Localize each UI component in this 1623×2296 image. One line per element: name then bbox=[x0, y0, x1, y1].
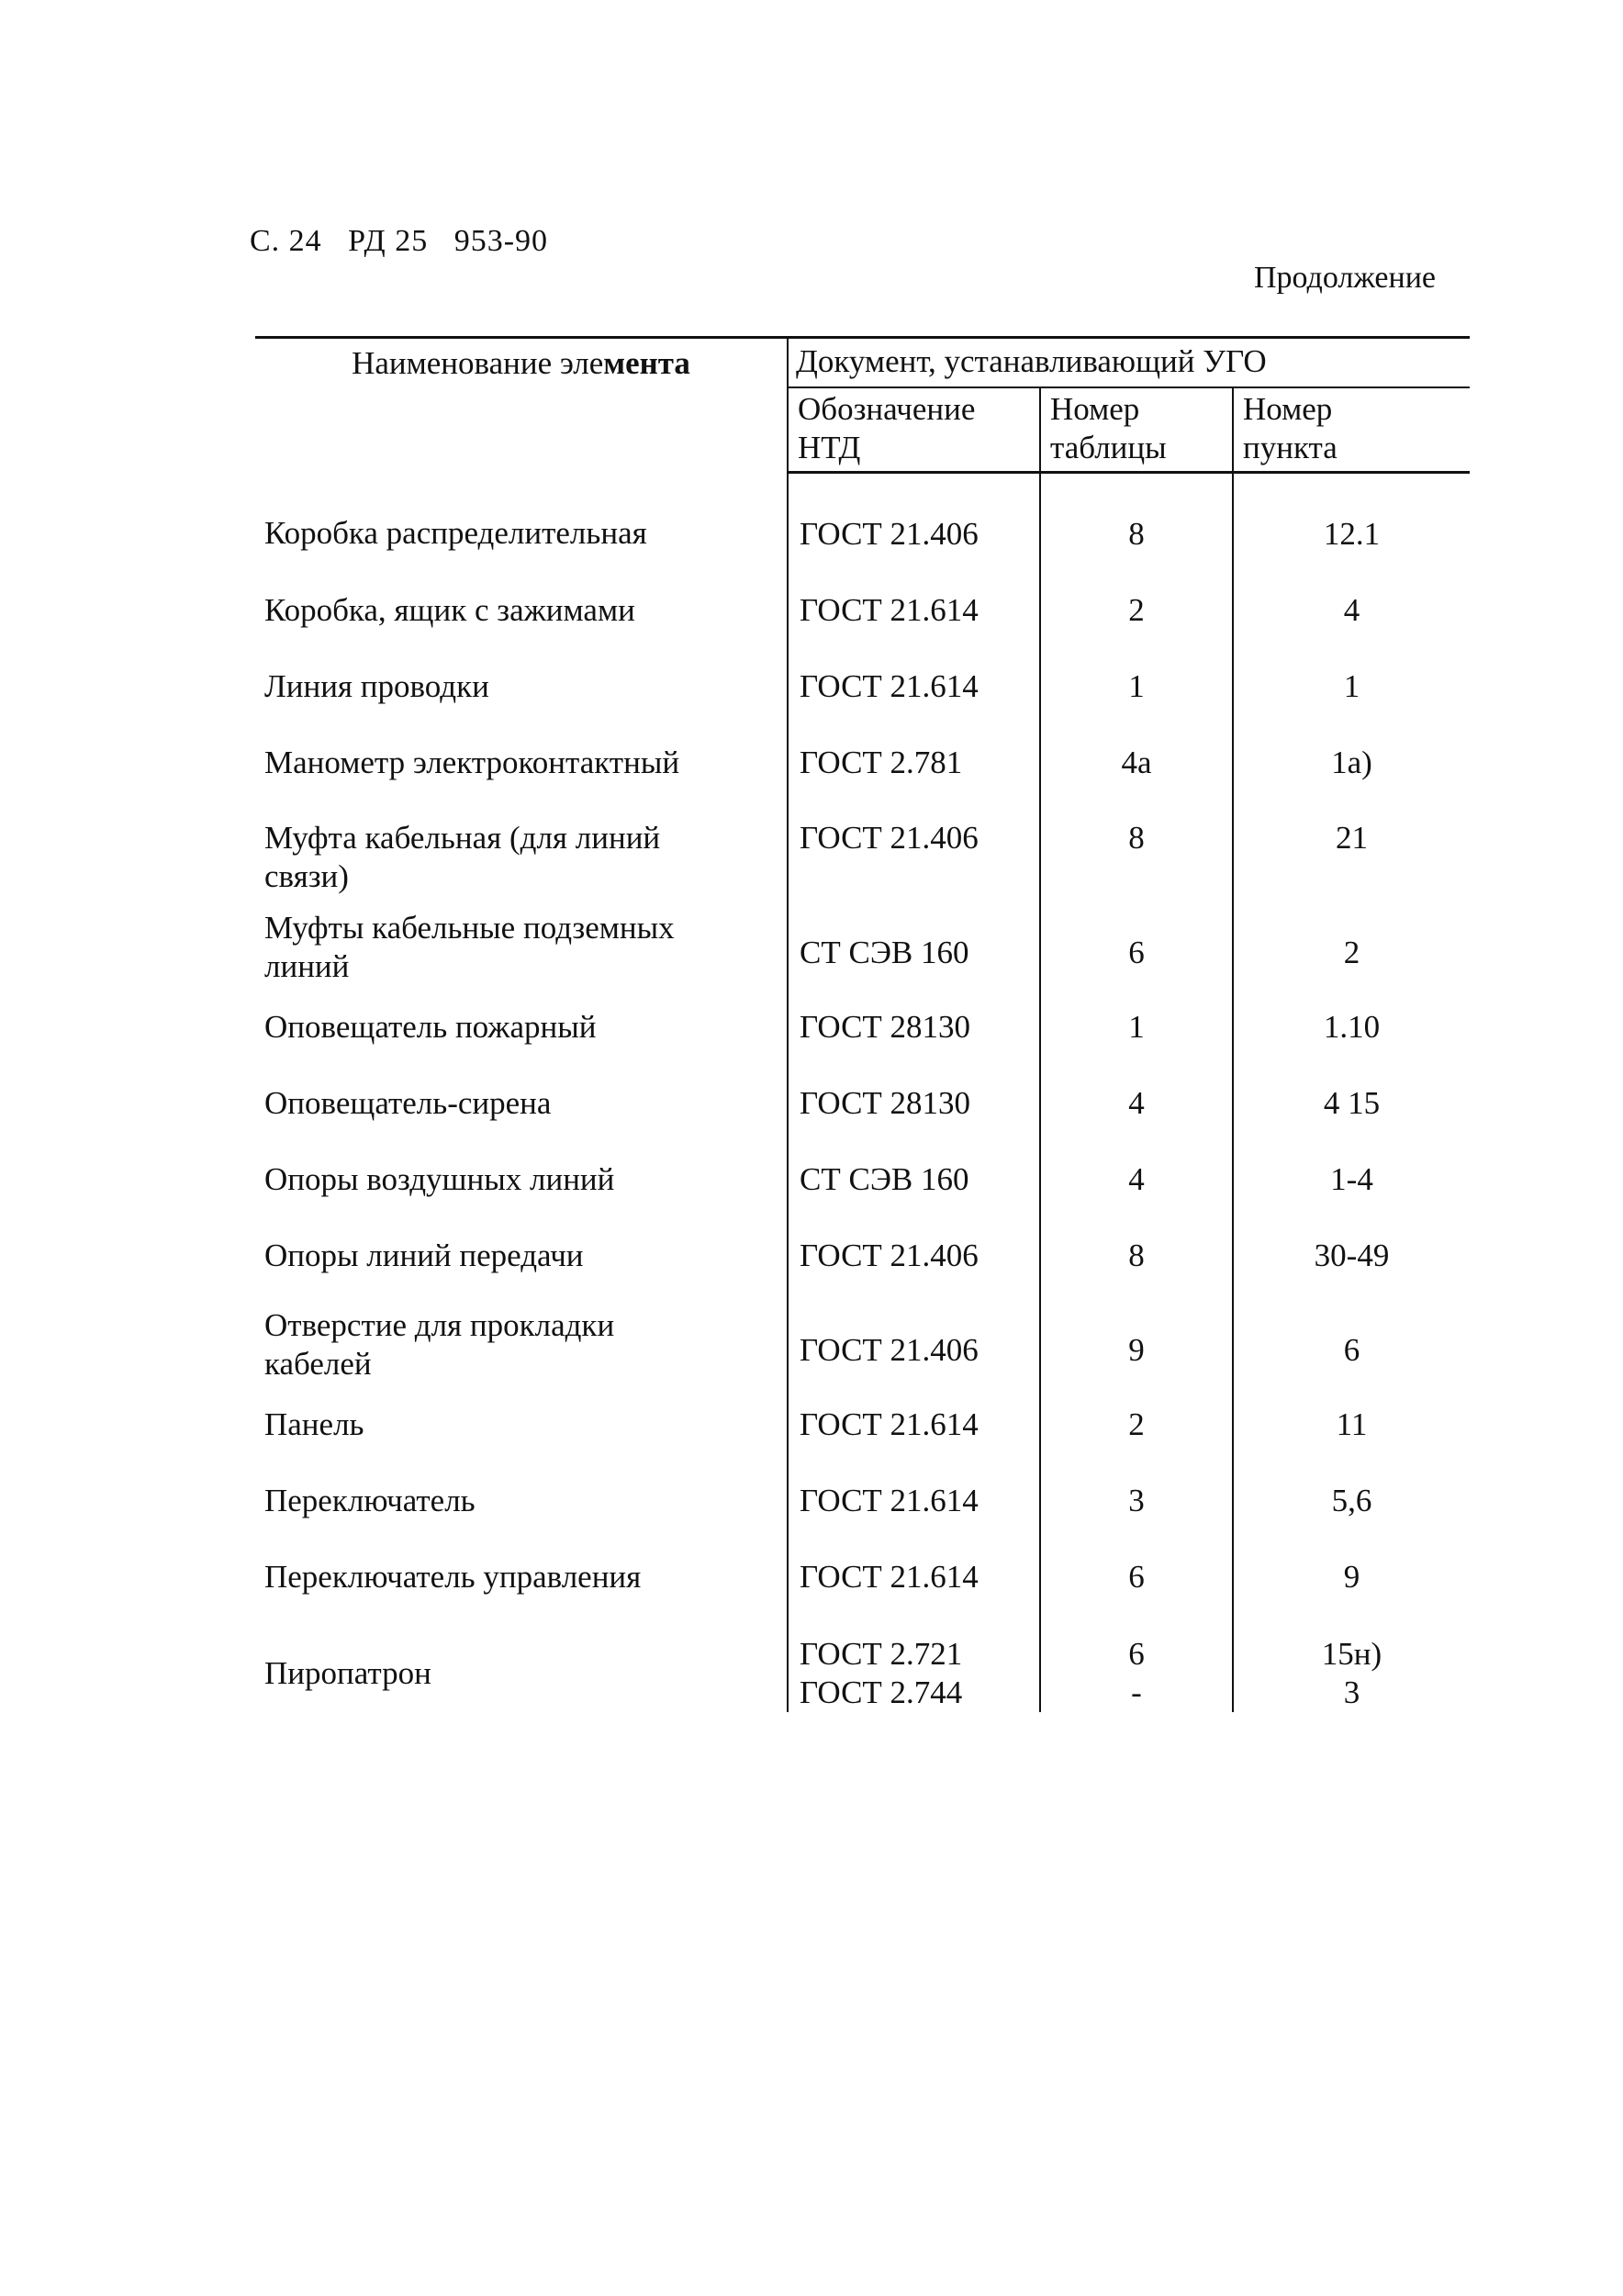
ntd-designation: ГОСТ 21.614 bbox=[788, 572, 1040, 648]
item-number: 1.10 bbox=[1233, 989, 1470, 1065]
ntd-designation: ГОСТ 21.614 bbox=[788, 1462, 1040, 1539]
element-name: Опоры линий передачи bbox=[264, 1237, 584, 1273]
element-name: Коробка, ящик с зажимами bbox=[264, 591, 635, 628]
table-number: 1 bbox=[1040, 648, 1233, 724]
table-row bbox=[255, 1386, 1470, 1462]
column-header-name: Наименование элемента bbox=[255, 338, 788, 473]
table-row bbox=[255, 1539, 1470, 1615]
table-row bbox=[255, 896, 1470, 989]
item-number: 5,6 bbox=[1233, 1462, 1470, 1539]
item-number: 4 15 bbox=[1233, 1065, 1470, 1141]
element-name: Оповещатель пожарный bbox=[264, 1008, 597, 1045]
ntd-designation: ГОСТ 2.781 bbox=[788, 724, 1040, 801]
table-row bbox=[255, 1615, 1470, 1712]
table-number: 4 bbox=[1040, 1141, 1233, 1217]
element-name: Опоры воздушных линий bbox=[264, 1160, 615, 1197]
item-number: 9 bbox=[1233, 1539, 1470, 1615]
page-header: С. 24 РД 25 953-90 bbox=[250, 224, 549, 258]
element-name: Муфта кабельная (для линий связи) bbox=[264, 820, 661, 894]
table-row bbox=[255, 648, 1470, 724]
table-number: 1 bbox=[1040, 989, 1233, 1065]
element-name: Оповещатель-сирена bbox=[264, 1084, 552, 1121]
element-name: Отверстие для прокладки кабелей bbox=[264, 1307, 615, 1382]
item-number: 2 bbox=[1233, 896, 1470, 989]
ntd-designation: ГОСТ 2.721 ГОСТ 2.744 bbox=[788, 1615, 1040, 1712]
element-name: Переключатель bbox=[264, 1482, 476, 1518]
table-number: 2 bbox=[1040, 572, 1233, 648]
continuation-label: Продолжение bbox=[1253, 261, 1436, 295]
table-number: 8 bbox=[1040, 801, 1233, 896]
element-name: Переключатель управления bbox=[264, 1558, 642, 1595]
item-number: 30-49 bbox=[1233, 1217, 1470, 1294]
table-row bbox=[255, 1141, 1470, 1217]
ntd-designation: СТ СЭВ 160 bbox=[788, 896, 1040, 989]
item-number: 12.1 bbox=[1233, 473, 1470, 573]
element-name: Линия проводки bbox=[264, 667, 489, 704]
column-header-document: Документ, устанавливающий УГО bbox=[788, 338, 1470, 388]
table-number: 8 bbox=[1040, 473, 1233, 573]
table-row bbox=[255, 473, 1470, 573]
table-row bbox=[255, 1294, 1470, 1386]
ntd-designation: ГОСТ 21.406 bbox=[788, 801, 1040, 896]
ntd-designation: ГОСТ 21.614 bbox=[788, 1386, 1040, 1462]
table-number: 6 bbox=[1040, 896, 1233, 989]
table-row bbox=[255, 801, 1470, 896]
item-number: 21 bbox=[1233, 801, 1470, 896]
column-header-table-number: Номер таблицы bbox=[1040, 387, 1233, 473]
table-number: 3 bbox=[1040, 1462, 1233, 1539]
element-name: Манометр электроконтактный bbox=[264, 744, 680, 780]
table-number: 8 bbox=[1040, 1217, 1233, 1294]
ntd-designation: ГОСТ 21.614 bbox=[788, 1539, 1040, 1615]
table-number: 4 bbox=[1040, 1065, 1233, 1141]
table-row bbox=[255, 1462, 1470, 1539]
ntd-designation: ГОСТ 21.406 bbox=[788, 1294, 1040, 1386]
column-header-item-number: Номер пункта bbox=[1233, 387, 1470, 473]
item-number: 11 bbox=[1233, 1386, 1470, 1462]
ntd-designation: СТ СЭВ 160 bbox=[788, 1141, 1040, 1217]
table-row bbox=[255, 1217, 1470, 1294]
item-number: 1-4 bbox=[1233, 1141, 1470, 1217]
element-name: Панель bbox=[264, 1406, 364, 1442]
table-row bbox=[255, 572, 1470, 648]
table-number: 6 - bbox=[1040, 1615, 1233, 1712]
item-number: 6 bbox=[1233, 1294, 1470, 1386]
ntd-designation: ГОСТ 21.406 bbox=[788, 1217, 1040, 1294]
table-number: 4а bbox=[1040, 724, 1233, 801]
table-row bbox=[255, 1065, 1470, 1141]
column-header-ntd: Обозначение НТД bbox=[788, 387, 1040, 473]
ntd-designation: ГОСТ 21.406 bbox=[788, 473, 1040, 573]
table-number: 2 bbox=[1040, 1386, 1233, 1462]
ntd-designation: ГОСТ 28130 bbox=[788, 989, 1040, 1065]
table-row bbox=[255, 989, 1470, 1065]
ntd-designation: ГОСТ 28130 bbox=[788, 1065, 1040, 1141]
item-number: 1а) bbox=[1233, 724, 1470, 801]
item-number: 15н) 3 bbox=[1233, 1615, 1470, 1712]
table-number: 6 bbox=[1040, 1539, 1233, 1615]
element-name: Пиропатрон bbox=[264, 1655, 431, 1691]
element-name: Коробка распределительная bbox=[264, 514, 647, 551]
table-row bbox=[255, 724, 1470, 801]
ntd-designation: ГОСТ 21.614 bbox=[788, 648, 1040, 724]
item-number: 1 bbox=[1233, 648, 1470, 724]
element-name: Муфты кабельные подземных линий bbox=[264, 910, 675, 984]
ugo-table bbox=[255, 336, 1470, 1712]
table-number: 9 bbox=[1040, 1294, 1233, 1386]
item-number: 4 bbox=[1233, 572, 1470, 648]
